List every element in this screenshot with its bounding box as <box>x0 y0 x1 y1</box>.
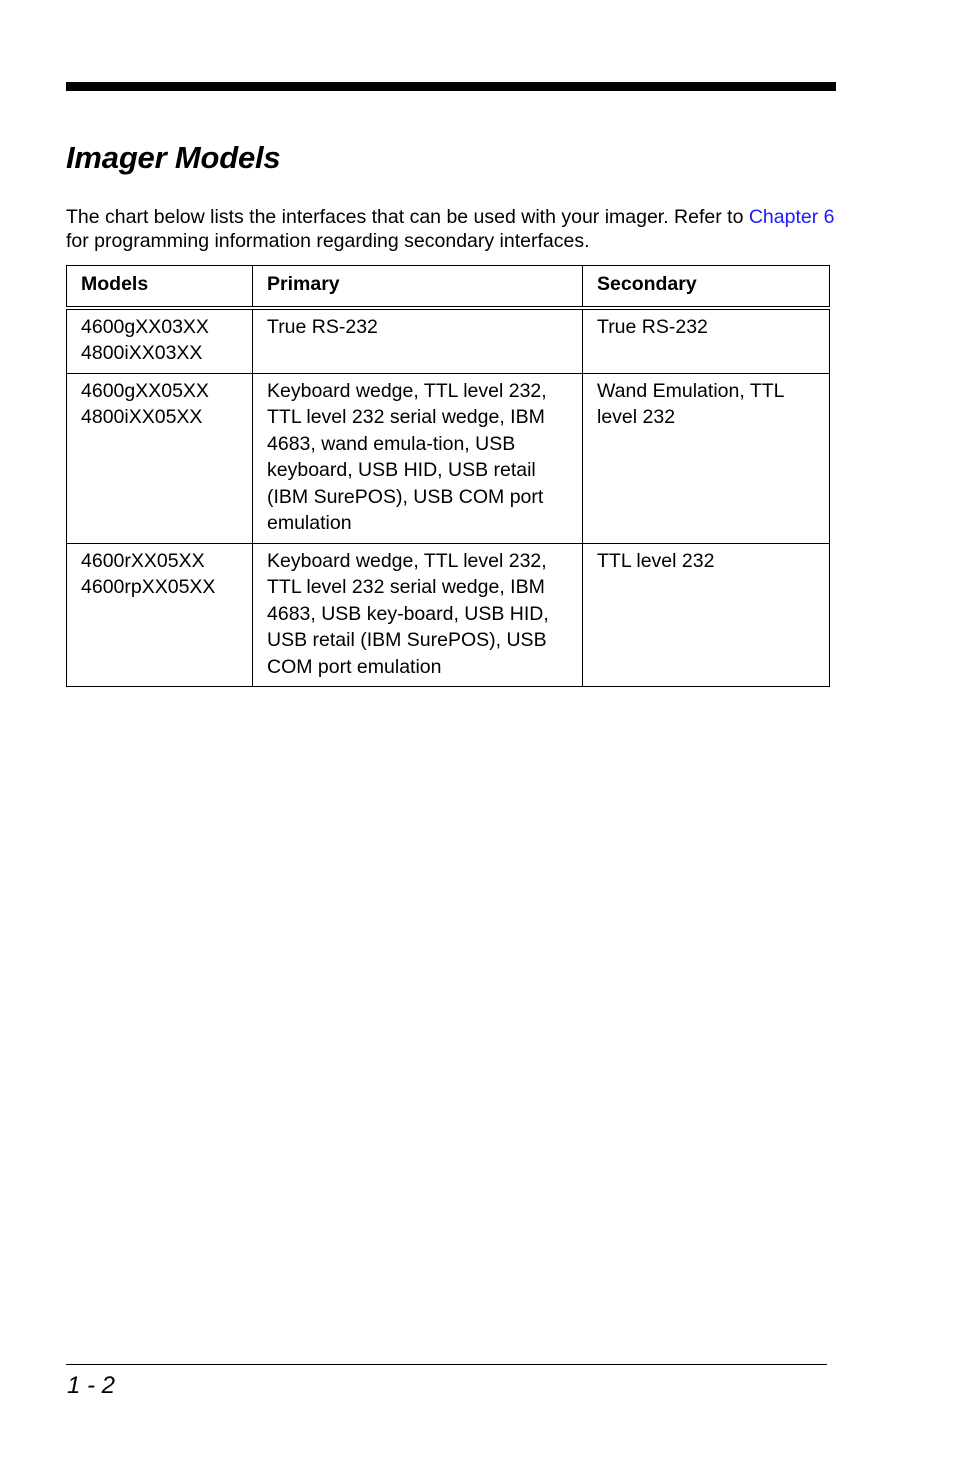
models-cell <box>67 543 253 687</box>
table-row <box>67 308 830 374</box>
model-number: 4600rpXX05XX <box>81 576 216 598</box>
models-cell <box>67 308 253 374</box>
page-number: 1 - 2 <box>67 1372 116 1399</box>
model-number: 4600gXX05XX <box>81 379 209 402</box>
secondary-interface-cell: TTL level 232 <box>583 543 830 687</box>
column-header-secondary: Secondary <box>583 266 830 308</box>
column-header-primary: Primary <box>253 266 583 308</box>
model-number: 4800iXX05XX <box>81 406 203 428</box>
secondary-interface-cell: Wand Emulation, TTL level 232 <box>583 373 830 543</box>
model-number: 4800iXX03XX <box>81 342 203 364</box>
models-cell <box>67 373 253 543</box>
secondary-interface-cell: True RS-232 <box>583 308 830 374</box>
header-rule <box>66 82 836 91</box>
column-header-models: Models <box>67 266 253 308</box>
chapter-6-link[interactable]: Chapter 6 <box>748 206 835 228</box>
model-number: 4600gXX03XX <box>81 315 209 338</box>
intro-text-after-link: for programming information regarding secondary interfaces. <box>66 229 590 252</box>
model-number: 4600rXX05XX <box>81 549 205 572</box>
intro-text-before-link: The chart below lists the interfaces that can be used with your imager. Refer to <box>66 206 749 228</box>
table-header-row <box>67 266 830 308</box>
page-title: Imager Models <box>66 140 281 175</box>
primary-interface-cell: True RS-232 <box>253 308 583 374</box>
imager-models-table <box>66 265 830 687</box>
footer-rule <box>66 1364 827 1365</box>
table-row <box>67 373 830 543</box>
intro-paragraph <box>66 206 836 253</box>
primary-interface-cell: Keyboard wedge, TTL level 232, TTL level 232 serial wedge, IBM 4683, USB key-board, USB HID, USB retail (IBM SurePOS), USB COM port emulation <box>253 543 583 687</box>
primary-interface-cell: Keyboard wedge, TTL level 232, TTL level 232 serial wedge, IBM 4683, wand emula-tion, USB keyboard, USB HID, USB retail (IBM SurePOS), USB COM port emulation <box>253 373 583 543</box>
table-row <box>67 543 830 687</box>
